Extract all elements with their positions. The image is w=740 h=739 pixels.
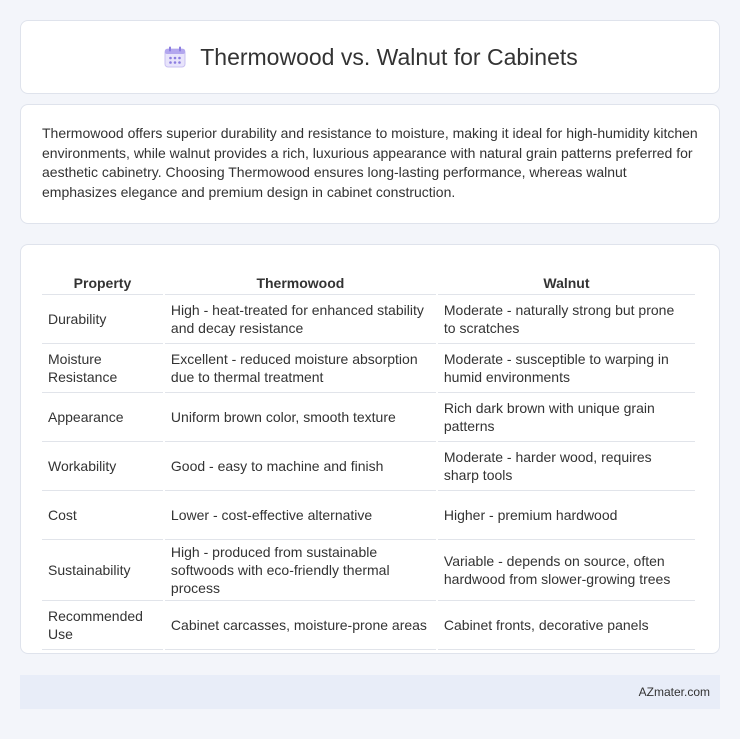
- cell-property: Moisture Resistance: [42, 344, 163, 393]
- cell-thermowood: High - heat-treated for enhanced stability and decay resistance: [165, 295, 436, 344]
- calendar-icon: [162, 44, 188, 70]
- cell-thermowood: Cabinet carcasses, moisture-prone areas: [165, 601, 436, 650]
- cell-property: Cost: [42, 491, 163, 540]
- table-row: [42, 295, 695, 344]
- cell-walnut: Cabinet fronts, decorative panels: [438, 601, 695, 650]
- table-row: [42, 344, 695, 393]
- cell-walnut: Variable - depends on source, often hardwood from slower-growing trees: [438, 540, 695, 601]
- comparison-table: [40, 265, 697, 650]
- header-thermowood: Thermowood: [165, 265, 436, 295]
- footer-brand: AZmater.com: [638, 685, 710, 699]
- table-row: [42, 540, 695, 601]
- cell-thermowood: High - produced from sustainable softwoods with eco-friendly thermal process: [165, 540, 436, 601]
- cell-thermowood: Excellent - reduced moisture absorption due to thermal treatment: [165, 344, 436, 393]
- page-title: Thermowood vs. Walnut for Cabinets: [200, 43, 578, 70]
- cell-thermowood: Uniform brown color, smooth texture: [165, 393, 436, 442]
- table-row: [42, 393, 695, 442]
- cell-thermowood: Good - easy to machine and finish: [165, 442, 436, 491]
- table-row: [42, 491, 695, 540]
- cell-walnut: Higher - premium hardwood: [438, 491, 695, 540]
- title-card: [20, 20, 720, 94]
- summary-text: Thermowood offers superior durability and resistance to moisture, making it ideal for high-humidity kitchen environments, while walnut provides a rich, luxurious appearance with natural grain patterns preferred for aesthetic cabinetry. Choosing Thermowood ensures long-lasting performance, whereas walnut emphasizes elegance and premium design in cabinet construction.: [42, 125, 698, 200]
- cell-property: Recommended Use: [42, 601, 163, 650]
- cell-walnut: Moderate - naturally strong but prone to scratches: [438, 295, 695, 344]
- table-row: [42, 442, 695, 491]
- cell-property: Workability: [42, 442, 163, 491]
- header-property: Property: [42, 265, 163, 295]
- table-row: [42, 601, 695, 650]
- cell-property: Durability: [42, 295, 163, 344]
- footer: [20, 675, 720, 709]
- cell-property: Appearance: [42, 393, 163, 442]
- cell-walnut: Rich dark brown with unique grain patterns: [438, 393, 695, 442]
- comparison-table-card: [20, 244, 720, 654]
- table-header-row: [42, 265, 695, 295]
- cell-walnut: Moderate - susceptible to warping in humid environments: [438, 344, 695, 393]
- header-walnut: Walnut: [438, 265, 695, 295]
- cell-thermowood: Lower - cost-effective alternative: [165, 491, 436, 540]
- cell-walnut: Moderate - harder wood, requires sharp tools: [438, 442, 695, 491]
- cell-property: Sustainability: [42, 540, 163, 601]
- summary-card: [20, 104, 720, 224]
